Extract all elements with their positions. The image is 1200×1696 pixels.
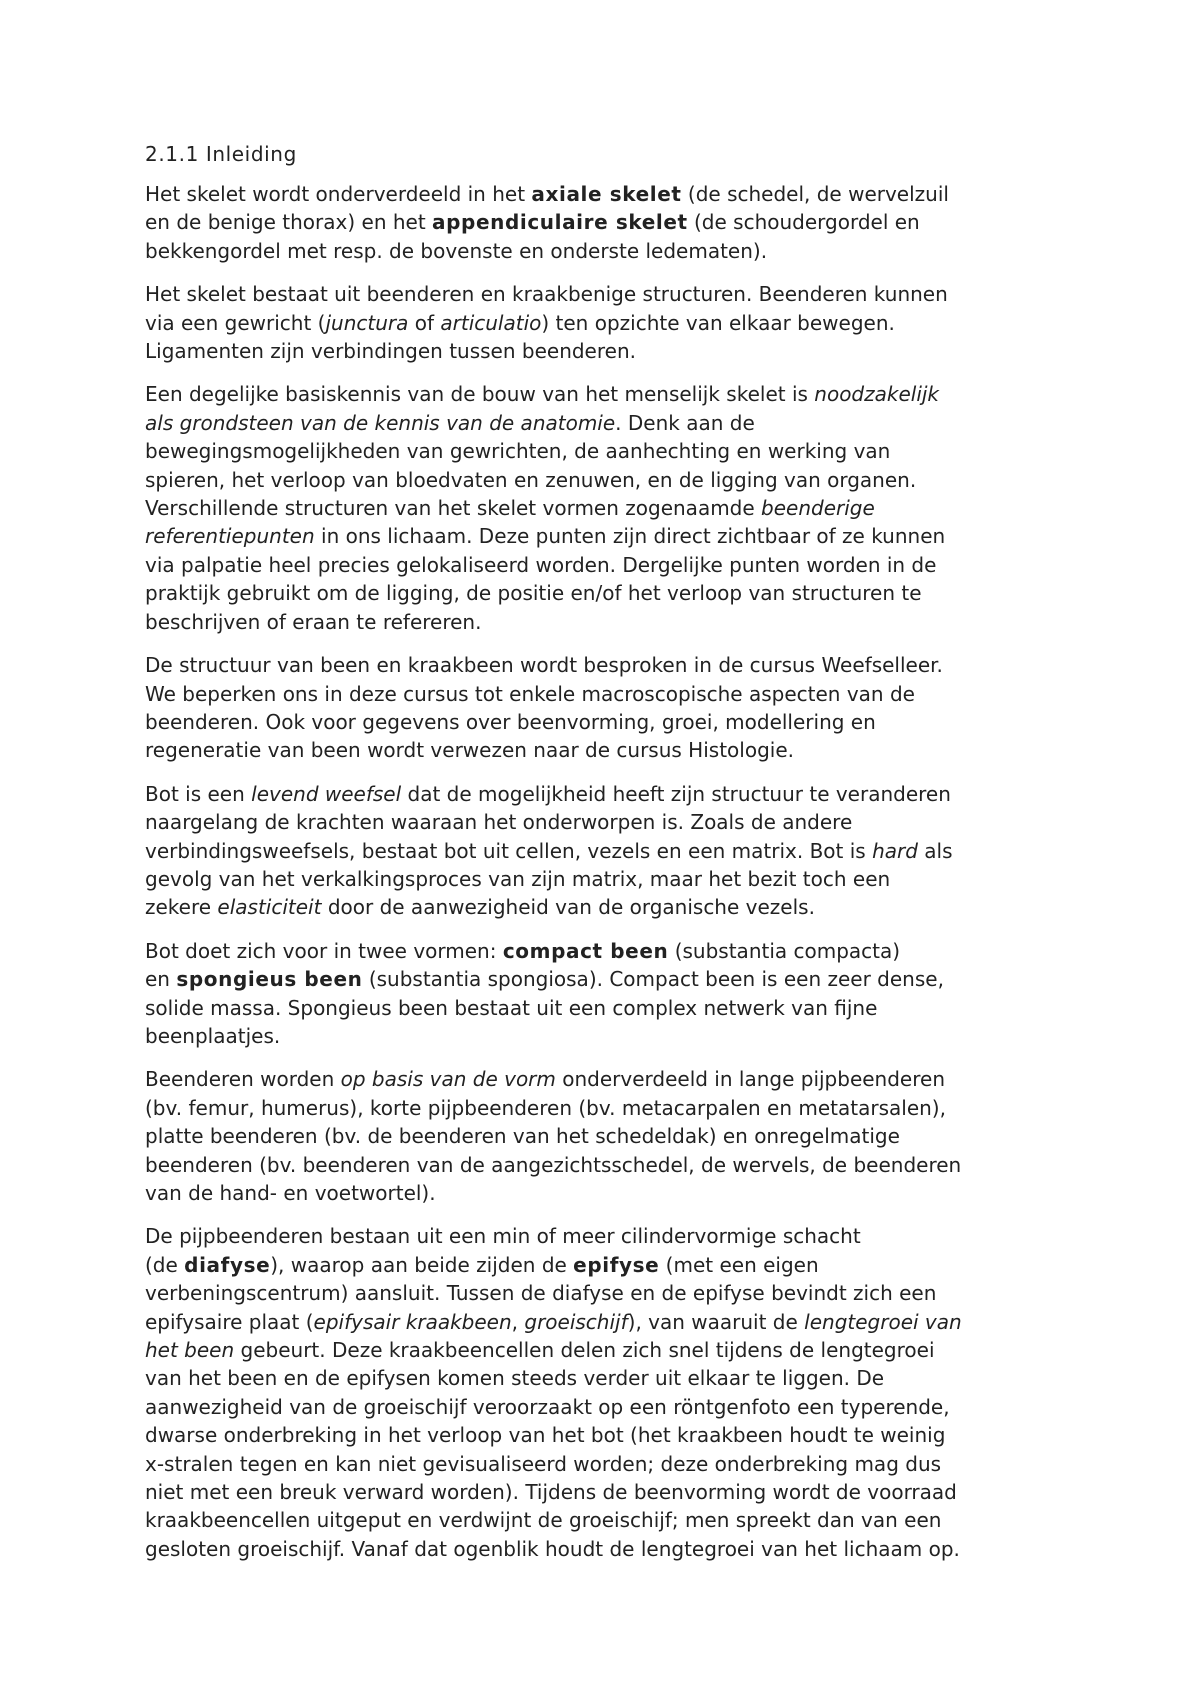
bold-term: appendiculaire skelet [432, 210, 688, 235]
bold-term: axiale skelet [531, 182, 682, 206]
bold-term: spongieus been [176, 967, 363, 992]
italic-term: junctura [325, 310, 409, 335]
italic-term: beenderige referentiepunten [145, 496, 875, 549]
text-run: gebeurt. Deze kraakbeencellen delen zich snel tijdens de lengtegroei van het been en de epifysen komen steeds verder uit elkaar te liggen. De aanwezigheid van de groeischijf veroorzaakt op een röntgenfoto een typerende, dwarse onderbreking in het verloop van het bot (het kraakbeen houdt te weinig x-stralen tegen en kan niet gevisualiseerd worden; deze onderbreking mag dus niet met een breuk verward worden). Tijdens de beenvorming wordt de voorraad kraakbeencellen uitgeput en verdwijnt de groeischijf; men spreekt dan van een gesloten groeischijf. Vanaf dat ogenblik houdt de lengtegroei van het lichaam op. [145, 1338, 960, 1561]
italic-term: epifysair kraakbeen [313, 1309, 512, 1334]
italic-term: groeischijf [524, 1309, 628, 1334]
text-run: (de schedel, de wervelzuil en de benige thorax) en het [145, 182, 949, 235]
text-run: (met een eigen verbeningscentrum) aansluit. Tussen de diafyse en de epifyse bevindt zich een epifysaire plaat ( [145, 1252, 937, 1334]
paragraph [145, 380, 1075, 636]
text-run: De structuur van been en kraakbeen wordt besproken in de cursus Weefselleer. We beperken ons in deze cursus tot enkele macroscopische aspecten van de beenderen. Ook voor gegevens over beenvorming, groei, modellering en regeneratie van been wordt verwezen naar de cursus Histologie. [145, 653, 943, 763]
paragraph [145, 651, 1075, 765]
paragraph-list [145, 180, 1075, 1563]
paragraph [145, 780, 1075, 922]
italic-term: op basis van de vorm [340, 1067, 556, 1092]
text-run: , [511, 1309, 525, 1334]
text-run: door de aanwezigheid van de organische vezels. [321, 895, 815, 920]
text-run: Een degelijke basiskennis van de bouw van het menselijk skelet is [145, 382, 815, 407]
text-run: onderverdeeld in lange pijpbeenderen (bv. femur, humerus), korte pijpbeenderen (bv. metacarpalen en metatarsalen), platte beenderen (bv. de beenderen van het schedeldak) en onregelmatige beenderen (bv. beenderen van de aangezichtsschedel, de wervels, de beenderen van de hand- en voetwortel). [145, 1067, 962, 1205]
text-run: Het skelet wordt onderverdeeld in het [145, 182, 532, 206]
text-run: (substantia compacta) en [145, 938, 901, 992]
text-run: ) ten opzichte van elkaar bewegen. Ligamenten zijn verbindingen tussen beenderen. [145, 310, 895, 364]
italic-term: levend weefsel [251, 781, 402, 806]
document-body [145, 140, 1075, 1578]
text-run: dat de mogelijkheid heeft zijn structuur te veranderen naargelang de krachten waaraan het onderworpen is. Zoals de andere verbindingsweefsels, bestaat bot uit cellen, vezels en een matrix. Bot is [145, 781, 951, 863]
text-run: De pijpbeenderen bestaan uit een min of meer cilindervormige schacht (de [145, 1224, 861, 1277]
italic-term: articulatio [440, 310, 542, 335]
text-run: of [408, 310, 441, 335]
text-run: Bot is een [145, 781, 252, 806]
text-run: Beenderen worden [145, 1067, 341, 1092]
section-heading: 2.1.1 Inleiding [145, 142, 297, 166]
text-run: als gevolg van het verkalkingsproces van zijn matrix, maar het bezit toch een zekere [145, 838, 953, 920]
text-run: ), waarop aan beide zijden de [270, 1252, 574, 1277]
italic-term: lengtegroei van het been [145, 1309, 962, 1363]
paragraph [145, 937, 1075, 1051]
italic-term: elasticiteit [217, 895, 322, 920]
italic-term: noodzakelijk als grondsteen van de kennis van de anatomie [145, 382, 940, 435]
text-run: ), van waaruit de [627, 1309, 805, 1334]
text-run: Bot doet zich voor in twee vormen: [145, 938, 503, 963]
text-run: . Denk aan de bewegingsmogelijkheden van gewrichten, de aanhechting en werking van spieren, het verloop van bloedvaten en zenuwen, en de ligging van organen. Verschillende structuren van het skelet vormen zogenaamde [145, 410, 917, 521]
bold-term: diafyse [184, 1252, 271, 1277]
paragraph [145, 1222, 1075, 1563]
italic-term: hard [872, 838, 918, 863]
paragraph [145, 1065, 1075, 1207]
paragraph [145, 280, 1075, 365]
text-run: in ons lichaam. Deze punten zijn direct zichtbaar of ze kunnen via palpatie heel precies gelokaliseerd worden. Dergelijke punten worden in de praktijk gebruikt om de ligging, de positie en/of het verloop van structuren te beschrijven of eraan te refereren. [145, 524, 946, 634]
paragraph [145, 180, 1075, 265]
bold-term: compact been [502, 938, 669, 963]
text-run: (substantia spongiosa). Compact been is een zeer dense, solide massa. Spongieus been bestaat uit een complex netwerk van fijne beenplaatjes. [145, 967, 944, 1048]
text-run: (de schoudergordel en bekkengordel met resp. de bovenste en onderste ledematen). [145, 210, 920, 263]
text-run: Het skelet bestaat uit beenderen en kraakbenige structuren. Beenderen kunnen via een gewricht ( [145, 282, 948, 335]
bold-term: epifyse [573, 1252, 660, 1277]
